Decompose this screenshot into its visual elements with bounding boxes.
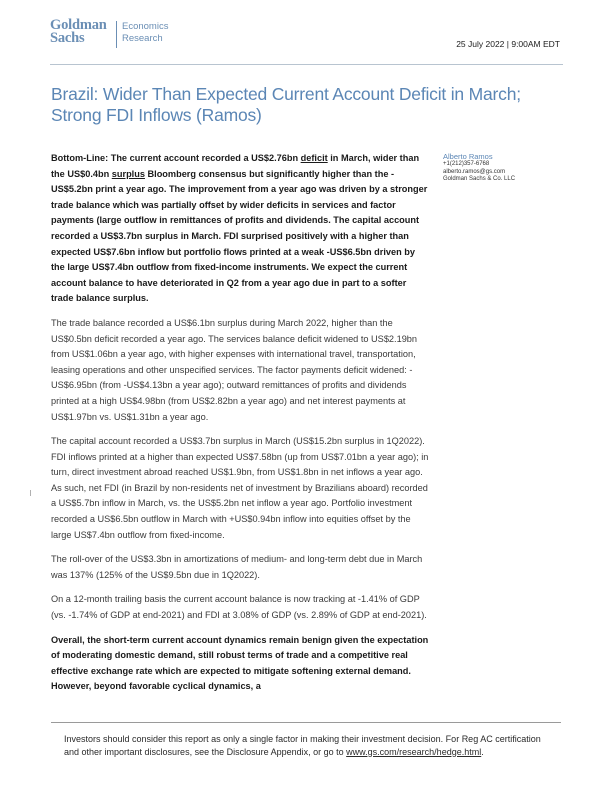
- surplus-emphasis: surplus: [111, 168, 145, 179]
- header-divider: [50, 64, 563, 65]
- author-phone: +1(212)357-6768: [443, 161, 490, 167]
- logo-divider: [116, 21, 117, 48]
- report-title: Brazil: Wider Than Expected Current Account Deficit in March; Strong FDI Inflows (Ramos): [51, 84, 521, 125]
- logo-unit-name: Economics Research: [122, 21, 169, 44]
- author-firm: Goldman Sachs & Co. LLC: [443, 176, 516, 182]
- report-body: [51, 151, 431, 724]
- margin-mark: [30, 490, 31, 496]
- author-block: [443, 152, 568, 184]
- rollover-paragraph: The roll-over of the US$3.3bn in amortizations of medium- and long-term debt due in March was 137% (125% of the US$9.5bn due in 1Q2022).: [51, 554, 423, 580]
- disclosure-link[interactable]: www.gs.com/research/hedge.html: [346, 746, 482, 757]
- author-name[interactable]: Alberto Ramos: [443, 152, 493, 161]
- trade-balance-paragraph: The trade balance recorded a US$6.1bn surplus during March 2022, higher than the US$0.5bn deficit recorded a year ago. The services balance deficit widened to US$2.19bn from US$1.06bn a year ago, with higher expenses with international travel, transportation, leasing operations and other unspecified services. The factor payments deficit widened: -US$6.95bn (from -US$4.13bn a year ago); outward remittances of profits and dividends printed at a high US$4.98bn (from US$2.82bn a year ago) and net interest payments at US$1.97bn vs. US$1.31bn a year ago.: [51, 317, 418, 422]
- outlook-paragraph: Overall, the short-term current account dynamics remain benign given the expectation of moderating domestic demand, still robust terms of trade and a competitive real effective exchange rate which are expected to mitigate softening external demand. However, beyond favorable cyclical dynamics, a: [51, 634, 429, 692]
- trailing-balance-paragraph: On a 12-month trailing basis the current account balance is now tracking at -1.41% of GDP (vs. -1.74% of GDP at end-2021) and FDI at 3.08% of GDP (vs. 2.89% of GDP at end-2021).: [51, 594, 427, 621]
- logo-wordmark: Goldman Sachs: [50, 17, 107, 46]
- capital-account-paragraph: The capital account recorded a US$3.7bn surplus in March (US$15.2bn surplus in 1Q2022). FDI inflows printed at a higher than expected US$7.58bn (up from US$7.01bn a year ago); in turn, direct investment abroad reached US$1.9bn, from US$1.8bn in net inflows a year ago. As such, net FDI (in Brazil by non-residents net of investment by Brazilians aboard) recorded a US$5.7bn inflow in March, vs. the US$5.2bn net inflow a year ago. Portfolio investment recorded a US$6.5bn outflow in March with +US$0.94bn inflow into equities offset by the large US$7.4bn outflow from fixed-income.: [51, 436, 429, 540]
- publication-date: 25 July 2022 | 9:00AM EDT: [456, 39, 560, 49]
- disclaimer: Investors should consider this report as only a single factor in making their investment decision. For Reg AC certification and other important disclosures, see the Disclosure Appendix, or go to www.gs.com/research/hedge.html.: [64, 734, 541, 757]
- footer-divider: [51, 722, 561, 723]
- deficit-emphasis: deficit: [300, 153, 328, 163]
- bottom-line-paragraph: Bottom-Line: The current account recorded a US$2.76bn deficit in March, wider than the US$0.4bn surplus Bloomberg consensus but significantly higher than the -US$5.2bn print a year ago. The improvement from a year ago was driven by a stronger trade balance which was partially offset by wider deficits in services and factor payments (large outflow in remittances of profits and dividends. The capital account recorded a US$3.7bn surplus in March. FDI surprised positively with a higher than expected US$7.6bn inflow but portfolio flows printed at a weak -US$6.5bn driven by the large US$7.4bn outflow from fixed-income instruments. We expect the current account balance to have deteriorated in Q2 from a year ago due in part to a softer trade balance surplus.: [51, 153, 428, 304]
- author-email[interactable]: alberto.ramos@gs.com: [443, 168, 506, 175]
